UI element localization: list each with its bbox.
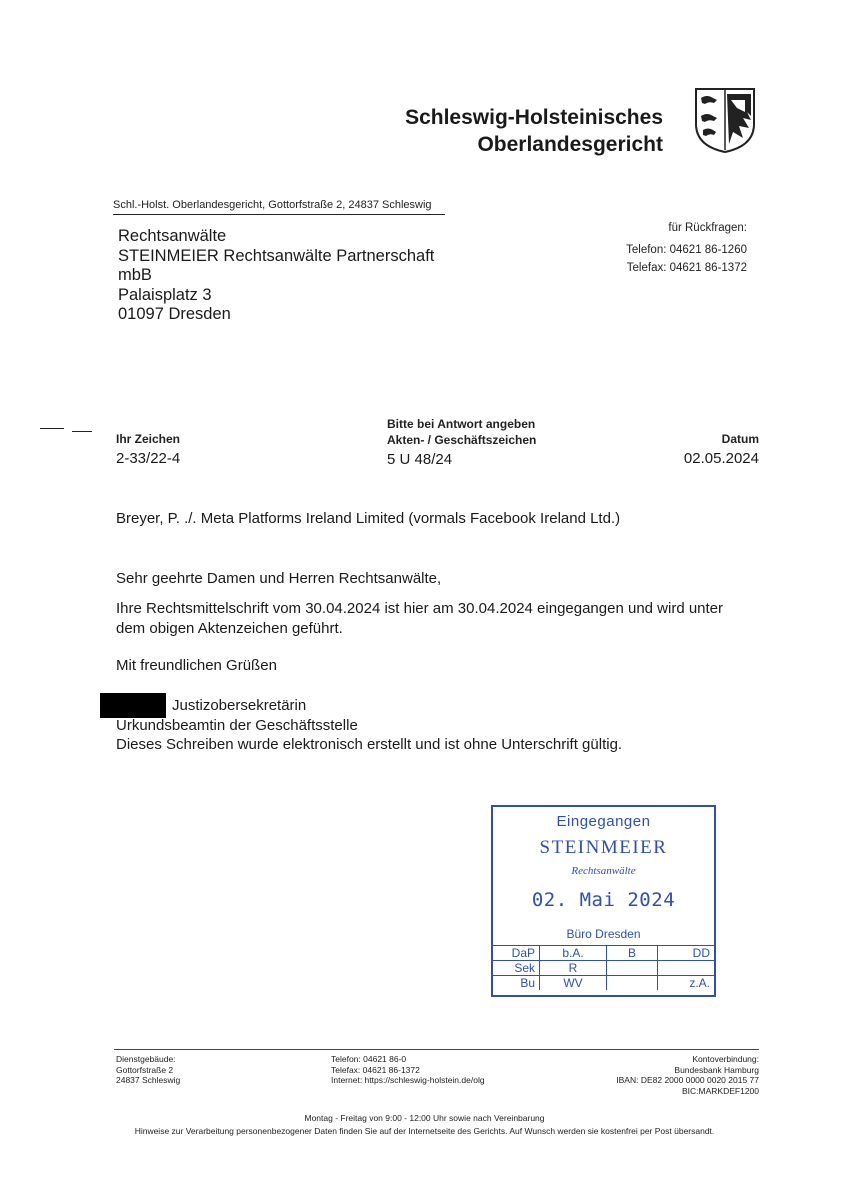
salutation: Sehr geehrte Damen und Herren Rechtsanwälte, [116,570,442,587]
contact-block [626,219,747,277]
recipient-line: 01097 Dresden [118,305,231,323]
sender-return-address: Schl.-Holst. Oberlandesgericht, Gottorfstraße 2, 24837 Schleswig [113,199,445,215]
footer-phone: Telefon: 04621 86-0 [331,1054,407,1064]
file-reference [387,416,536,468]
stamp-firm-subtitle: Rechtsanwälte [571,865,636,877]
recipient-line: STEINMEIER Rechtsanwälte Partnerschaft [118,246,435,265]
stamp-received-label: Eingegangen [556,813,651,830]
your-reference-label: Ihr Zeichen [116,432,181,446]
footer-contact [331,1054,485,1086]
stamp-grid-cell [658,961,715,976]
your-reference-value: 2-33/22-4 [116,450,181,467]
date-value: 02.05.2024 [683,450,759,467]
stamp-grid [493,945,714,990]
court-name-line1: Schleswig-Holsteinisches [405,106,663,129]
subject-line: Breyer, P. ./. Meta Platforms Ireland Limited (vormals Facebook Ireland Ltd.) [116,510,621,527]
contact-phone: Telefon: 04621 86-1260 [626,244,747,256]
stamp-grid-cell: b.A. [540,946,607,961]
footer-iban: IBAN: DE82 2000 0000 0020 2015 77 [616,1075,759,1085]
stamp-grid-cell: DaP [493,946,540,961]
stamp-grid-cell: R [540,961,607,976]
stamp-grid-cell: B [607,946,658,961]
stamp-grid-cell: Bu [493,976,540,991]
stamp-date: 02. Mai 2024 [531,889,676,911]
fold-mark [40,428,64,429]
received-stamp [491,805,716,997]
body-line: Ihre Rechtsmittelschrift vom 30.04.2024 ist hier am 30.04.2024 eingegangen und wird unter [116,600,724,617]
footer-bank-name: Bundesbank Hamburg [674,1064,759,1075]
recipient-line: Rechtsanwälte [118,227,227,245]
electronic-note: Dieses Schreiben wurde elektronisch erstellt und ist ohne Unterschrift gültig. [116,736,623,753]
stamp-grid-row [493,946,714,961]
footer-internet: Internet: https://schleswig-holstein.de/olg [331,1075,485,1085]
punch-mark [72,431,92,432]
file-reference-label: Akten- / Geschäftszeichen [387,433,537,447]
signatory-title: Justizobersekretärin [172,697,307,714]
recipient-line: Palaisplatz 3 [118,285,212,304]
closing: Mit freundlichen Grüßen [116,657,277,674]
contact-fax: Telefax: 04621 86-1372 [626,262,747,274]
stamp-grid-cell: DD [658,946,715,961]
stamp-office: Büro Dresden [566,927,641,941]
coat-of-arms-icon [693,86,757,154]
footer-building-label: Dienstgebäude: [116,1054,176,1064]
court-name [405,104,663,158]
your-reference [116,432,180,467]
redacted-name [100,693,166,718]
footer-office-hours: Montag - Freitag von 9:00 - 12:00 Uhr sowie nach Vereinbarung [304,1113,545,1123]
footer-privacy-note: Hinweise zur Verarbeitung personenbezogener Daten finden Sie auf der Internetseite des Gerichts. Auf Wunsch werden sie kostenfrei per Post übersandt. [134,1126,715,1136]
stamp-grid-cell: WV [540,976,607,991]
recipient-address [118,227,434,325]
letter-date [684,432,759,467]
footer-divider [114,1049,759,1050]
stamp-firm-name: STEINMEIER [539,837,668,858]
stamp-grid-cell: Sek [493,961,540,976]
footer-bic: BIC:MARKDEF1200 [682,1085,759,1096]
file-reference-note: Bitte bei Antwort angeben [387,417,536,431]
footer-building-city: 24837 Schleswig [116,1075,181,1085]
body-line: dem obigen Aktenzeichen geführt. [116,619,343,637]
footer-bank [616,1054,759,1096]
file-reference-value: 5 U 48/24 [387,451,453,468]
stamp-grid-cell [607,961,658,976]
stamp-grid-row [493,976,714,991]
recipient-line: mbB [118,266,152,284]
stamp-grid-cell [607,976,658,991]
footer-building [116,1054,180,1086]
contact-heading: für Rückfragen: [668,222,747,234]
footer-building-street: Gottorfstraße 2 [116,1064,174,1075]
signatory-role: Urkundsbeamtin der Geschäftsstelle [116,717,358,734]
footer-bank-label: Kontoverbindung: [692,1054,759,1064]
footer-fax: Telefax: 04621 86-1372 [331,1064,420,1075]
stamp-grid-cell: z.A. [658,976,715,991]
body-paragraph [116,599,723,638]
stamp-grid-row [493,961,714,976]
date-label: Datum [721,432,759,446]
court-name-line2: Oberlandesgericht [477,133,663,156]
